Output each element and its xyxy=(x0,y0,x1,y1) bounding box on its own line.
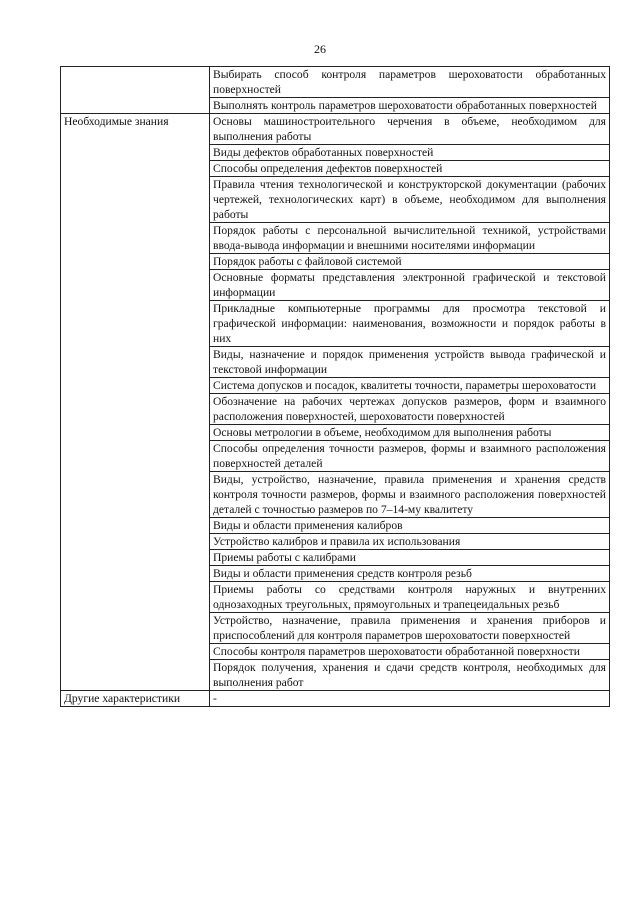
requirement-item: Способы определения дефектов поверхностей xyxy=(210,161,610,177)
requirement-item: Виды, назначение и порядок применения устройств вывода графической и текстовой информации xyxy=(210,347,610,378)
requirement-item: Устройство, назначение, правила применения и хранения приборов и приспособлений для контроля параметров шероховатости поверхностей xyxy=(210,613,610,644)
requirement-item: - xyxy=(210,691,610,707)
requirement-item: Выбирать способ контроля параметров шероховатости обработанных поверхностей xyxy=(210,67,610,98)
page-number: 26 xyxy=(314,42,326,56)
requirement-item: Система допусков и посадок, квалитеты точности, параметры шероховатости xyxy=(210,378,610,394)
requirement-item: Виды, устройство, назначение, правила применения и хранения средств контроля точности размеров, формы и взаимного расположения поверхностей деталей с точностью размеров по 7–14-му квалитету xyxy=(210,472,610,518)
requirement-item: Прикладные компьютерные программы для просмотра текстовой и графической информации: наименования, возможности и порядок работы в них xyxy=(210,301,610,347)
requirement-item: Способы определения точности размеров, формы и взаимного расположения поверхностей деталей xyxy=(210,441,610,472)
table-row xyxy=(61,691,610,707)
requirement-item: Виды и области применения калибров xyxy=(210,518,610,534)
requirement-item: Приемы работы со средствами контроля наружных и внутренних однозаходных треугольных, прямоугольных и трапецеидальных резьб xyxy=(210,582,610,613)
section-label: Необходимые знания xyxy=(61,114,210,691)
requirement-item: Порядок работы с файловой системой xyxy=(210,254,610,270)
requirement-item: Выполнять контроль параметров шероховатости обработанных поверхностей xyxy=(210,98,610,114)
requirement-item: Порядок получения, хранения и сдачи средств контроля, необходимых для выполнения работ xyxy=(210,660,610,691)
requirements-table xyxy=(60,66,610,707)
requirement-item: Основы метрологии в объеме, необходимом для выполнения работы xyxy=(210,425,610,441)
requirement-item: Порядок работы с персональной вычислительной техникой, устройствами ввода-вывода информации и внешними носителями информации xyxy=(210,223,610,254)
requirement-item: Устройство калибров и правила их использования xyxy=(210,534,610,550)
section-label xyxy=(61,67,210,114)
requirement-item: Обозначение на рабочих чертежах допусков размеров, форм и взаимного расположения поверхностей, шероховатости поверхностей xyxy=(210,394,610,425)
table-row xyxy=(61,114,610,145)
table-row xyxy=(61,67,610,98)
requirement-item: Основы машиностроительного черчения в объеме, необходимом для выполнения работы xyxy=(210,114,610,145)
requirement-item: Основные форматы представления электронной графической и текстовой информации xyxy=(210,270,610,301)
requirement-item: Способы контроля параметров шероховатости обработанной поверхности xyxy=(210,644,610,660)
requirement-item: Приемы работы с калибрами xyxy=(210,550,610,566)
requirement-item: Виды дефектов обработанных поверхностей xyxy=(210,145,610,161)
requirements-table-body xyxy=(61,67,610,707)
requirement-item: Правила чтения технологической и конструкторской документации (рабочих чертежей, технологических карт) в объеме, необходимом для выполнения работы xyxy=(210,177,610,223)
section-label: Другие характеристики xyxy=(61,691,210,707)
requirement-item: Виды и области применения средств контроля резьб xyxy=(210,566,610,582)
